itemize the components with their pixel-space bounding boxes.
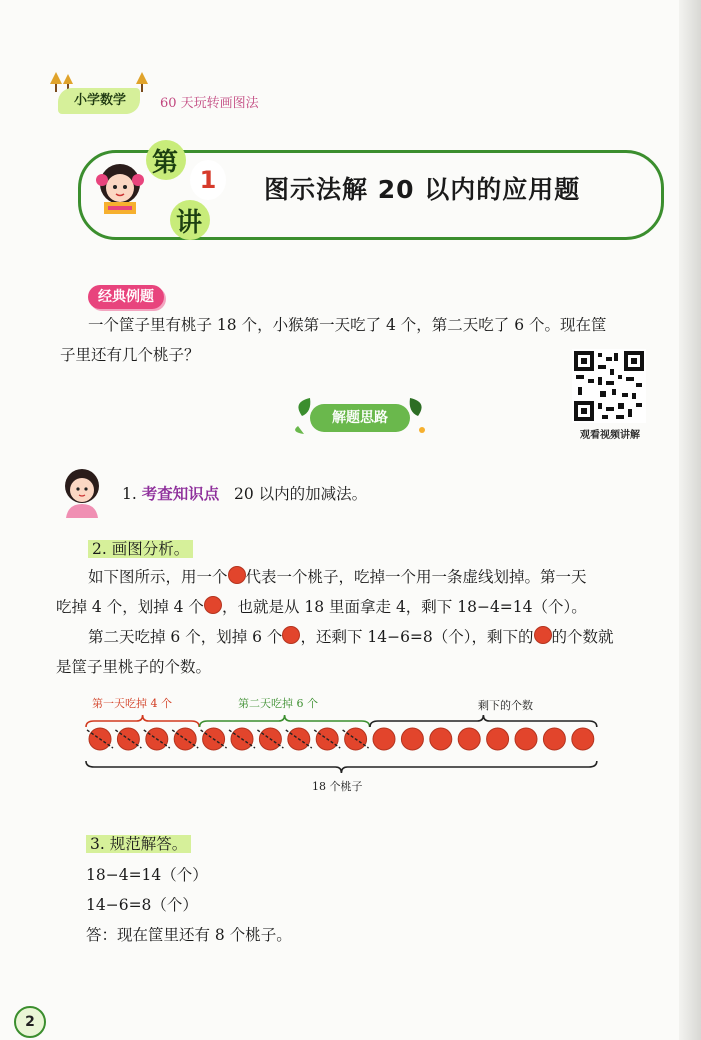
lesson-char-di: 第 <box>152 148 179 178</box>
total-label: 18 个桃子 <box>312 780 363 793</box>
point-index: 1. <box>122 485 137 503</box>
step2-line2 <box>56 592 587 622</box>
step2-line4: 是筐子里桃子的个数。 <box>56 658 212 676</box>
peach-mark <box>543 728 565 750</box>
step3-heading-text: 3. 规范解答。 <box>86 835 191 853</box>
thinking-label: 解题思路 <box>310 404 410 432</box>
girl-reading-icon <box>90 160 150 220</box>
peach-icon <box>228 566 246 584</box>
peach-mark <box>401 728 423 750</box>
peach-icon <box>204 596 222 614</box>
example-text-line2: 子里还有几个桃子？ <box>60 346 200 364</box>
step2-line1-b: 代表一个桃子，吃掉一个用一条虚线划掉。第一天 <box>245 568 587 586</box>
peach-mark <box>515 728 537 750</box>
step2-line3-a: 第二天吃掉 6 个，划掉 6 个 <box>88 628 283 646</box>
knowledge-point-key: 考查知识点 <box>141 484 220 503</box>
book-subtitle: 60 天玩转画图法 <box>160 96 259 111</box>
step2-line2-a: 吃掉 4 个，划掉 4 个 <box>56 598 204 616</box>
step2-line3-c: 的个数就 <box>551 628 614 646</box>
knowledge-point-text: 20 以内的加减法。 <box>234 485 368 503</box>
day1-label: 第一天吃掉 4 个 <box>92 697 172 710</box>
peach-mark <box>458 728 480 750</box>
equation-1: 18−4=14（个） <box>86 866 208 884</box>
qr-code-icon[interactable] <box>572 349 646 423</box>
equation-2: 14−6=8（个） <box>86 896 198 914</box>
peach-icon <box>534 626 552 644</box>
page-edge <box>679 0 701 1040</box>
day2-label: 第二天吃掉 6 个 <box>238 697 318 710</box>
example-text-line1: 一个筐子里有桃子 18 个，小猴第一天吃了 4 个，第二天吃了 6 个。现在筐 <box>88 316 607 334</box>
series-tab: 小学数学 <box>58 88 140 114</box>
step2-heading-text: 2. 画图分析。 <box>88 540 193 558</box>
step2-line3-b: ，还剩下 14−6=8（个），剩下的 <box>300 628 534 646</box>
peach-mark <box>487 728 509 750</box>
step3-heading <box>86 832 191 854</box>
peach-icon <box>282 626 300 644</box>
qr-caption: 观看视频讲解 <box>580 430 640 441</box>
example-label: 经典例题 <box>88 285 164 309</box>
lesson-title: 图示法解 20 以内的应用题 <box>264 175 581 204</box>
day1-brace <box>86 715 199 727</box>
page-number: 2 <box>14 1006 46 1038</box>
total-brace <box>86 761 597 773</box>
peach-mark <box>430 728 452 750</box>
rest-label: 剩下的个数 <box>478 699 533 712</box>
peach-diagram <box>80 705 640 785</box>
peach-mark <box>373 728 395 750</box>
step2-line2-b: ，也就是从 18 里面拿走 4，剩下 18−4=14（个）。 <box>221 598 587 616</box>
answer-text: 答：现在筐里还有 8 个桃子。 <box>86 926 292 944</box>
day2-brace <box>200 715 370 727</box>
step2-heading <box>88 537 193 559</box>
step2-line1-a: 如下图所示，用一个 <box>88 568 228 586</box>
lesson-number: 1 <box>190 160 226 200</box>
knowledge-point <box>122 482 367 504</box>
lesson-char-jiang: 讲 <box>176 208 203 238</box>
peach-mark <box>572 728 594 750</box>
girl-avatar-icon <box>58 466 106 518</box>
rest-brace <box>370 715 597 727</box>
step2-line3 <box>88 622 614 652</box>
step2-line1 <box>88 562 587 592</box>
